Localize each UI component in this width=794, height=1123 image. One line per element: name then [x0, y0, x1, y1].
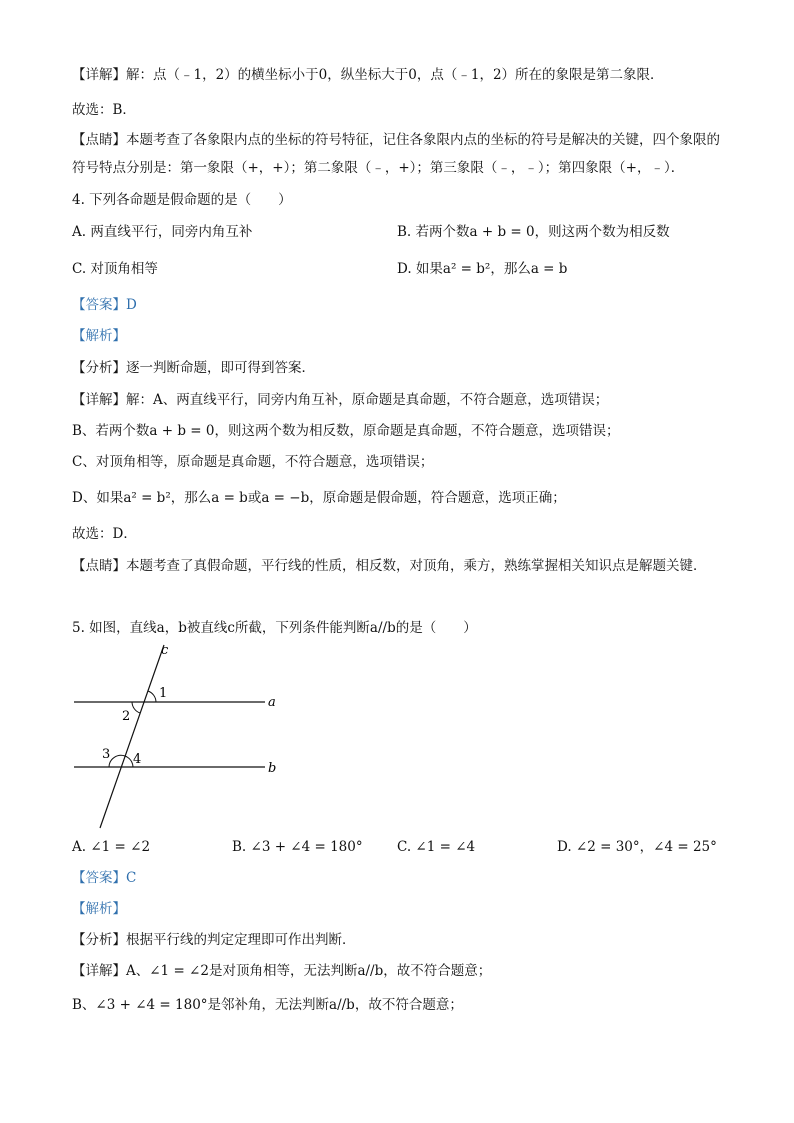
q5-stem: 5. 如图，直线a，b被直线c所截，下列条件能判断a//b的是（ ） — [72, 620, 477, 636]
q3-detail: 【详解】解：点（﹣1，2）的横坐标小于0，纵坐标大于0，点（﹣1，2）所在的象限是第二象限． — [72, 67, 664, 83]
q5-option-d: D. ∠2 = 30°，∠4 = 25° — [557, 839, 717, 855]
label-2: 2 — [122, 709, 131, 724]
q5-fenxi: 【分析】根据平行线的判定定理即可作出判断． — [72, 932, 356, 948]
line-c — [100, 645, 164, 828]
label-3: 3 — [102, 747, 111, 762]
label-c: c — [161, 643, 169, 658]
q4-option-c: C. 对顶角相等 — [72, 261, 158, 277]
q5-detail-b: B、∠3 + ∠4 = 180°是邻补角，无法判断a//b，故不符合题意； — [72, 997, 463, 1013]
q5-figure — [60, 640, 300, 835]
label-1: 1 — [159, 686, 168, 701]
q5-option-b: B. ∠3 + ∠4 = 180° — [232, 839, 363, 855]
q4-option-d: D. 如果a² = b²，那么a = b — [397, 261, 568, 277]
q5-detail-a: 【详解】A、∠1 = ∠2是对顶角相等，无法判断a//b，故不符合题意； — [72, 963, 492, 979]
q4-answer: 【答案】D — [72, 297, 137, 313]
label-b: b — [268, 761, 277, 776]
q5-option-c: C. ∠1 = ∠4 — [397, 839, 476, 855]
q4-note: 【点睛】本题考查了真假命题，平行线的性质，相反数，对顶角，乘方，熟练掌握相关知识点是解题关键． — [72, 558, 707, 574]
q4-detail-b: B、若两个数a + b = 0，则这两个数为相反数，原命题是真命题，不符合题意，选项错误； — [72, 423, 620, 439]
angle-4-arc — [125, 756, 133, 767]
label-a: a — [268, 695, 276, 710]
label-4: 4 — [133, 752, 142, 767]
q4-detail-d: D、如果a² = b²，那么a = b或a = −b，原命题是假命题，符合题意，选项正确； — [72, 490, 566, 506]
q4-detail-a: 【详解】解：A、两直线平行，同旁内角互补，原命题是真命题，不符合题意，选项错误； — [72, 392, 609, 408]
angle-2-arc — [132, 702, 140, 713]
q4-detail-c: C、对顶角相等，原命题是真命题，不符合题意，选项错误； — [72, 454, 434, 470]
q4-option-b: B. 若两个数a + b = 0，则这两个数为相反数 — [397, 224, 670, 240]
q5-analysis-heading: 【解析】 — [72, 901, 126, 917]
q3-choose: 故选：B． — [72, 102, 136, 118]
q4-stem: 4. 下列各命题是假命题的是（ ） — [72, 192, 292, 208]
q5-answer: 【答案】C — [72, 870, 137, 886]
q4-choose: 故选：D． — [72, 526, 137, 542]
q3-note: 【点睛】本题考查了各象限内点的坐标的符号特征，记住各象限内点的坐标的符号是解决的关键，四个象限的符号特点分别是：第一象限（+，+）；第二象限（﹣，+）；第三象限（﹣，﹣）；第四象限（+，﹣）． — [72, 132, 720, 176]
q4-fenxi: 【分析】逐一判断命题，即可得到答案． — [72, 360, 315, 376]
q4-option-a: A. 两直线平行，同旁内角互补 — [72, 224, 253, 240]
q5-option-a: A. ∠1 = ∠2 — [72, 839, 151, 855]
angle-3-arc — [109, 755, 125, 767]
angle-1-arc — [148, 691, 156, 702]
q4-analysis-heading: 【解析】 — [72, 328, 126, 344]
